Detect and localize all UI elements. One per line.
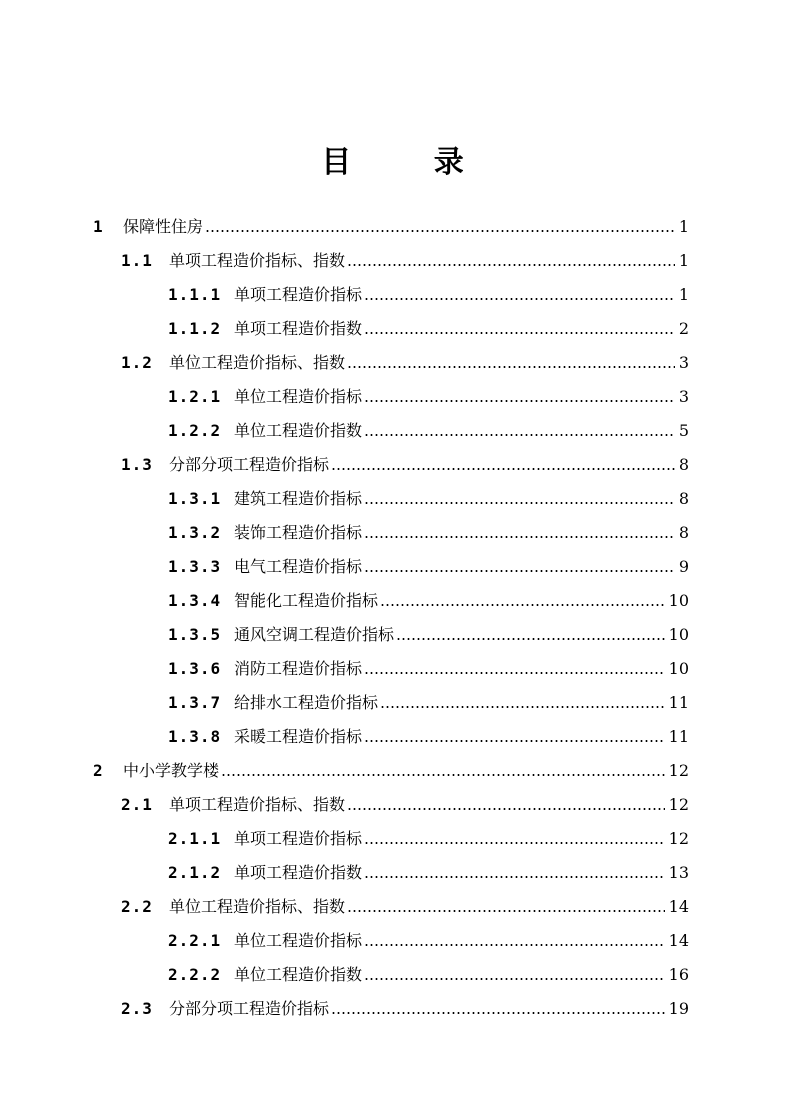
toc-entry-label: 装饰工程造价指标 bbox=[234, 523, 363, 542]
toc-dot-leader bbox=[347, 366, 675, 368]
toc-dot-leader bbox=[347, 264, 675, 266]
toc-entry-page-number: 1 bbox=[678, 217, 689, 236]
toc-entry-level-3[interactable] bbox=[168, 720, 689, 754]
toc-entry-number: 2.3 bbox=[121, 999, 153, 1018]
toc-entry-number: 2 bbox=[93, 761, 104, 780]
toc-dot-leader bbox=[347, 808, 665, 810]
toc-dot-leader bbox=[364, 536, 675, 538]
toc-entry-level-3[interactable] bbox=[168, 584, 689, 618]
toc-entry-label: 单项工程造价指数 bbox=[234, 863, 363, 882]
toc-entry-number: 1 bbox=[93, 217, 104, 236]
toc-entry-number: 1.3.5 bbox=[168, 625, 222, 644]
toc-dot-leader bbox=[364, 740, 665, 742]
toc-entry-label: 分部分项工程造价指标 bbox=[169, 999, 330, 1018]
toc-entry-level-2[interactable] bbox=[121, 346, 689, 380]
toc-dot-leader bbox=[205, 230, 675, 232]
toc-entry-number: 1.3.8 bbox=[168, 727, 222, 746]
toc-entry-label: 消防工程造价指标 bbox=[234, 659, 363, 678]
toc-entry-label: 单位工程造价指标、指数 bbox=[169, 353, 346, 372]
toc-entry-label: 单项工程造价指标 bbox=[234, 829, 363, 848]
toc-dot-leader bbox=[364, 400, 675, 402]
toc-entry-page-number: 12 bbox=[668, 829, 689, 848]
toc-entry-number: 1.3.3 bbox=[168, 557, 222, 576]
toc-dot-leader bbox=[331, 468, 675, 470]
toc-dot-leader bbox=[396, 638, 665, 640]
toc-entry-level-2[interactable] bbox=[121, 992, 689, 1026]
toc-entry-label: 电气工程造价指标 bbox=[234, 557, 363, 576]
toc-entry-label: 给排水工程造价指标 bbox=[234, 693, 379, 712]
toc-entry-number: 1.1 bbox=[121, 251, 153, 270]
toc-entry-page-number: 8 bbox=[678, 523, 689, 542]
toc-entry-level-2[interactable] bbox=[121, 890, 689, 924]
toc-entry-page-number: 13 bbox=[668, 863, 689, 882]
toc-entry-number: 1.3.4 bbox=[168, 591, 222, 610]
toc-dot-leader bbox=[380, 706, 665, 708]
toc-entry-label: 中小学教学楼 bbox=[123, 761, 220, 780]
toc-entry-label: 单位工程造价指标、指数 bbox=[169, 897, 346, 916]
toc-entry-label: 单项工程造价指标 bbox=[234, 285, 363, 304]
toc-dot-leader bbox=[364, 672, 665, 674]
toc-entry-level-3[interactable] bbox=[168, 550, 689, 584]
toc-entry-label: 采暖工程造价指标 bbox=[234, 727, 363, 746]
toc-entry-level-1[interactable] bbox=[93, 210, 689, 244]
toc-entry-label: 分部分项工程造价指标 bbox=[169, 455, 330, 474]
toc-entry-page-number: 3 bbox=[678, 387, 689, 406]
toc-dot-leader bbox=[364, 978, 665, 980]
toc-dot-leader bbox=[364, 842, 665, 844]
toc-entry-level-3[interactable] bbox=[168, 822, 689, 856]
toc-entry-page-number: 14 bbox=[668, 931, 689, 950]
toc-entry-label: 建筑工程造价指标 bbox=[234, 489, 363, 508]
toc-dot-leader bbox=[364, 434, 675, 436]
toc-entry-page-number: 5 bbox=[678, 421, 689, 440]
toc-entry-number: 1.3.2 bbox=[168, 523, 222, 542]
toc-entry-number: 2.2.1 bbox=[168, 931, 222, 950]
toc-entry-page-number: 12 bbox=[668, 795, 689, 814]
toc-entry-number: 1.3.7 bbox=[168, 693, 222, 712]
toc-entry-level-3[interactable] bbox=[168, 278, 689, 312]
toc-entry-page-number: 14 bbox=[668, 897, 689, 916]
toc-dot-leader bbox=[364, 332, 675, 334]
toc-entry-page-number: 10 bbox=[668, 625, 689, 644]
toc-dot-leader bbox=[364, 502, 675, 504]
toc-dot-leader bbox=[364, 944, 665, 946]
toc-dot-leader bbox=[364, 570, 675, 572]
toc-entry-level-3[interactable] bbox=[168, 856, 689, 890]
toc-entry-label: 通风空调工程造价指标 bbox=[234, 625, 395, 644]
toc-entry-page-number: 19 bbox=[668, 999, 689, 1018]
toc-entry-number: 1.3.1 bbox=[168, 489, 222, 508]
toc-entry-number: 2.2 bbox=[121, 897, 153, 916]
toc-entry-level-3[interactable] bbox=[168, 414, 689, 448]
toc-entry-label: 单位工程造价指数 bbox=[234, 421, 363, 440]
toc-dot-leader bbox=[364, 876, 665, 878]
toc-entry-label: 单项工程造价指数 bbox=[234, 319, 363, 338]
toc-entry-page-number: 1 bbox=[678, 251, 689, 270]
toc-entry-level-3[interactable] bbox=[168, 958, 689, 992]
toc-entry-label: 单项工程造价指标、指数 bbox=[169, 251, 346, 270]
toc-dot-leader bbox=[331, 1012, 665, 1014]
toc-entry-label: 单位工程造价指标 bbox=[234, 931, 363, 950]
toc-entry-number: 2.1.2 bbox=[168, 863, 222, 882]
toc-entry-page-number: 3 bbox=[678, 353, 689, 372]
toc-entry-number: 1.2.1 bbox=[168, 387, 222, 406]
page-title: 目 录 bbox=[321, 145, 500, 180]
toc-entry-level-3[interactable] bbox=[168, 380, 689, 414]
toc-entry-number: 1.3 bbox=[121, 455, 153, 474]
toc-entry-level-3[interactable] bbox=[168, 312, 689, 346]
toc-entry-level-2[interactable] bbox=[121, 244, 689, 278]
toc-entry-label: 保障性住房 bbox=[123, 217, 204, 236]
toc-entry-page-number: 11 bbox=[668, 727, 689, 746]
toc-entry-level-3[interactable] bbox=[168, 924, 689, 958]
toc-entry-number: 1.2 bbox=[121, 353, 153, 372]
toc-entry-page-number: 12 bbox=[668, 761, 689, 780]
toc-entry-label: 智能化工程造价指标 bbox=[234, 591, 379, 610]
toc-entry-number: 1.2.2 bbox=[168, 421, 222, 440]
toc-entry-page-number: 1 bbox=[678, 285, 689, 304]
toc-entry-level-2[interactable] bbox=[121, 788, 689, 822]
toc-entry-level-3[interactable] bbox=[168, 686, 689, 720]
toc-entry-page-number: 10 bbox=[668, 591, 689, 610]
toc-entry-page-number: 2 bbox=[678, 319, 689, 338]
toc-entry-level-1[interactable] bbox=[93, 754, 689, 788]
toc-entry-number: 2.2.2 bbox=[168, 965, 222, 984]
toc-entry-label: 单项工程造价指标、指数 bbox=[169, 795, 346, 814]
toc-entry-page-number: 8 bbox=[678, 455, 689, 474]
toc-entry-level-3[interactable] bbox=[168, 652, 689, 686]
toc-entry-page-number: 16 bbox=[668, 965, 689, 984]
toc-entry-level-2[interactable] bbox=[121, 448, 689, 482]
toc-entry-number: 2.1 bbox=[121, 795, 153, 814]
toc-dot-leader bbox=[364, 298, 675, 300]
toc-entry-level-3[interactable] bbox=[168, 618, 689, 652]
toc-entry-page-number: 9 bbox=[678, 557, 689, 576]
toc-entry-label: 单位工程造价指标 bbox=[234, 387, 363, 406]
toc-entry-number: 1.1.1 bbox=[168, 285, 222, 304]
toc-entry-level-3[interactable] bbox=[168, 516, 689, 550]
toc-dot-leader bbox=[347, 910, 665, 912]
toc-entry-number: 1.3.6 bbox=[168, 659, 222, 678]
toc-entry-page-number: 10 bbox=[668, 659, 689, 678]
toc-entry-label: 单位工程造价指数 bbox=[234, 965, 363, 984]
toc-entry-page-number: 11 bbox=[668, 693, 689, 712]
toc-entry-number: 1.1.2 bbox=[168, 319, 222, 338]
toc-dot-leader bbox=[380, 604, 665, 606]
toc-dot-leader bbox=[221, 774, 665, 776]
toc-entry-level-3[interactable] bbox=[168, 482, 689, 516]
toc-entry-number: 2.1.1 bbox=[168, 829, 222, 848]
toc-entry-page-number: 8 bbox=[678, 489, 689, 508]
